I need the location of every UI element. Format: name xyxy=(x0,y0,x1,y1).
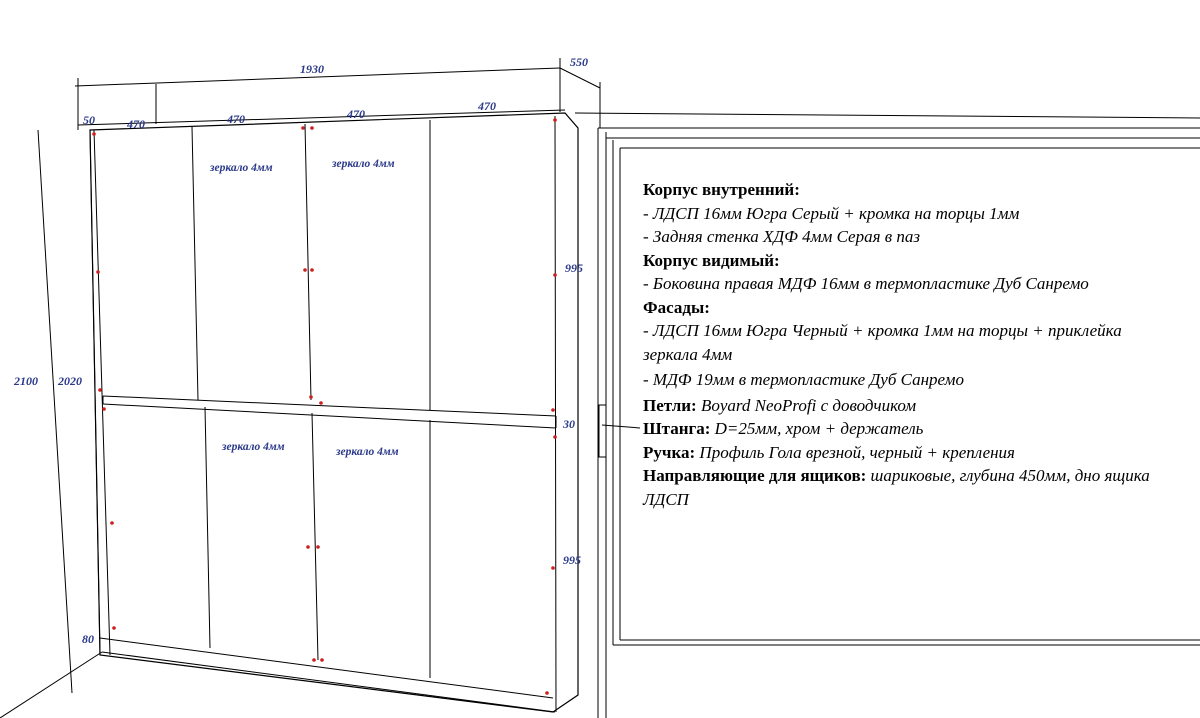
spec-visible-body-title: Корпус видимый: xyxy=(643,250,780,270)
dim-body-height: 2020 xyxy=(58,374,82,388)
spec-handle-label: Ручка: xyxy=(643,442,696,462)
upper-door-divider-1 xyxy=(192,127,198,400)
spec-rod-value: D=25мм, хром + держатель xyxy=(714,419,924,438)
mirror-label-upper-left: зеркало 4мм xyxy=(210,162,273,174)
dim-section-2: 470 xyxy=(227,112,245,126)
mirror-label-upper-right: зеркало 4мм xyxy=(332,158,395,170)
dim-depth: 550 xyxy=(570,55,588,69)
wall-corner-line xyxy=(38,130,72,693)
floor-line-right xyxy=(102,652,555,712)
spec-drawer-label: Направляющие для ящиков: xyxy=(643,466,867,485)
dim-total-width: 1930 xyxy=(300,62,324,76)
lower-door-divider-2 xyxy=(312,413,318,660)
rod-bottom-line xyxy=(103,404,556,428)
spec-drawer-slides xyxy=(643,464,1173,511)
dim-line-550 xyxy=(560,68,600,88)
plinth-line xyxy=(100,638,553,698)
spec-facades-line-2: - МДФ 19мм в термопластике Дуб Санремо xyxy=(643,370,964,389)
spec-handle xyxy=(643,441,1198,465)
dim-section-4: 470 xyxy=(478,99,496,113)
spec-facades-line-1: - ЛДСП 16мм Югра Черный + кромка 1мм на торцы + приклейка зеркала 4мм xyxy=(643,321,1122,364)
dim-upper-door: 995 xyxy=(565,261,583,275)
spec-inner-body-line-2: - Задняя стенка ХДФ 4мм Серая в паз xyxy=(643,227,920,246)
spec-hinges-value: Boyard NeoProfi с доводчиком xyxy=(700,395,917,415)
dim-plinth: 80 xyxy=(82,632,94,646)
spec-drawer-value: шариковые, глубина 450мм, дно ящика ЛДСП xyxy=(643,466,1150,509)
dim-lower-door: 995 xyxy=(563,553,581,567)
dim-rod-gap: 30 xyxy=(563,417,575,431)
dim-section-1: 470 xyxy=(127,117,145,131)
spec-hinges-label: Петли: xyxy=(643,395,697,415)
rod-top-line xyxy=(103,396,556,416)
door-handle xyxy=(599,405,606,457)
lower-door-divider-1 xyxy=(205,407,210,648)
spec-inner-body-title: Корпус внутренний: xyxy=(643,180,800,199)
right-side-panel-edge xyxy=(555,116,556,712)
wardrobe-outline xyxy=(90,113,578,712)
left-panel-edge xyxy=(90,130,100,655)
floor-line-left xyxy=(0,652,102,718)
spec-handle-value: Профиль Гола врезной, черный + крепления xyxy=(699,442,1015,462)
upper-door-divider-2 xyxy=(305,124,311,400)
hinge-points xyxy=(92,118,557,695)
spec-facades-title: Фасады: xyxy=(643,297,710,317)
dim-total-height: 2100 xyxy=(14,374,38,388)
wall-right-top xyxy=(575,113,1200,118)
mirror-label-lower-right: зеркало 4мм xyxy=(336,446,399,458)
mirror-label-lower-left: зеркало 4мм xyxy=(222,441,285,453)
spec-rod-label: Штанга: xyxy=(643,419,711,438)
spec-hinges xyxy=(643,394,1198,418)
spec-rod xyxy=(643,417,1198,441)
spec-visible-body-line-1: - Боковина правая МДФ 16мм в термопластике Дуб Санремо xyxy=(643,274,1089,293)
spec-panel xyxy=(643,178,1198,511)
dim-section-3: 470 xyxy=(347,107,365,121)
spec-inner-body-line-1: - ЛДСП 16мм Югра Серый + кромка на торцы 1мм xyxy=(643,203,1020,223)
dim-left-offset: 50 xyxy=(83,113,95,127)
